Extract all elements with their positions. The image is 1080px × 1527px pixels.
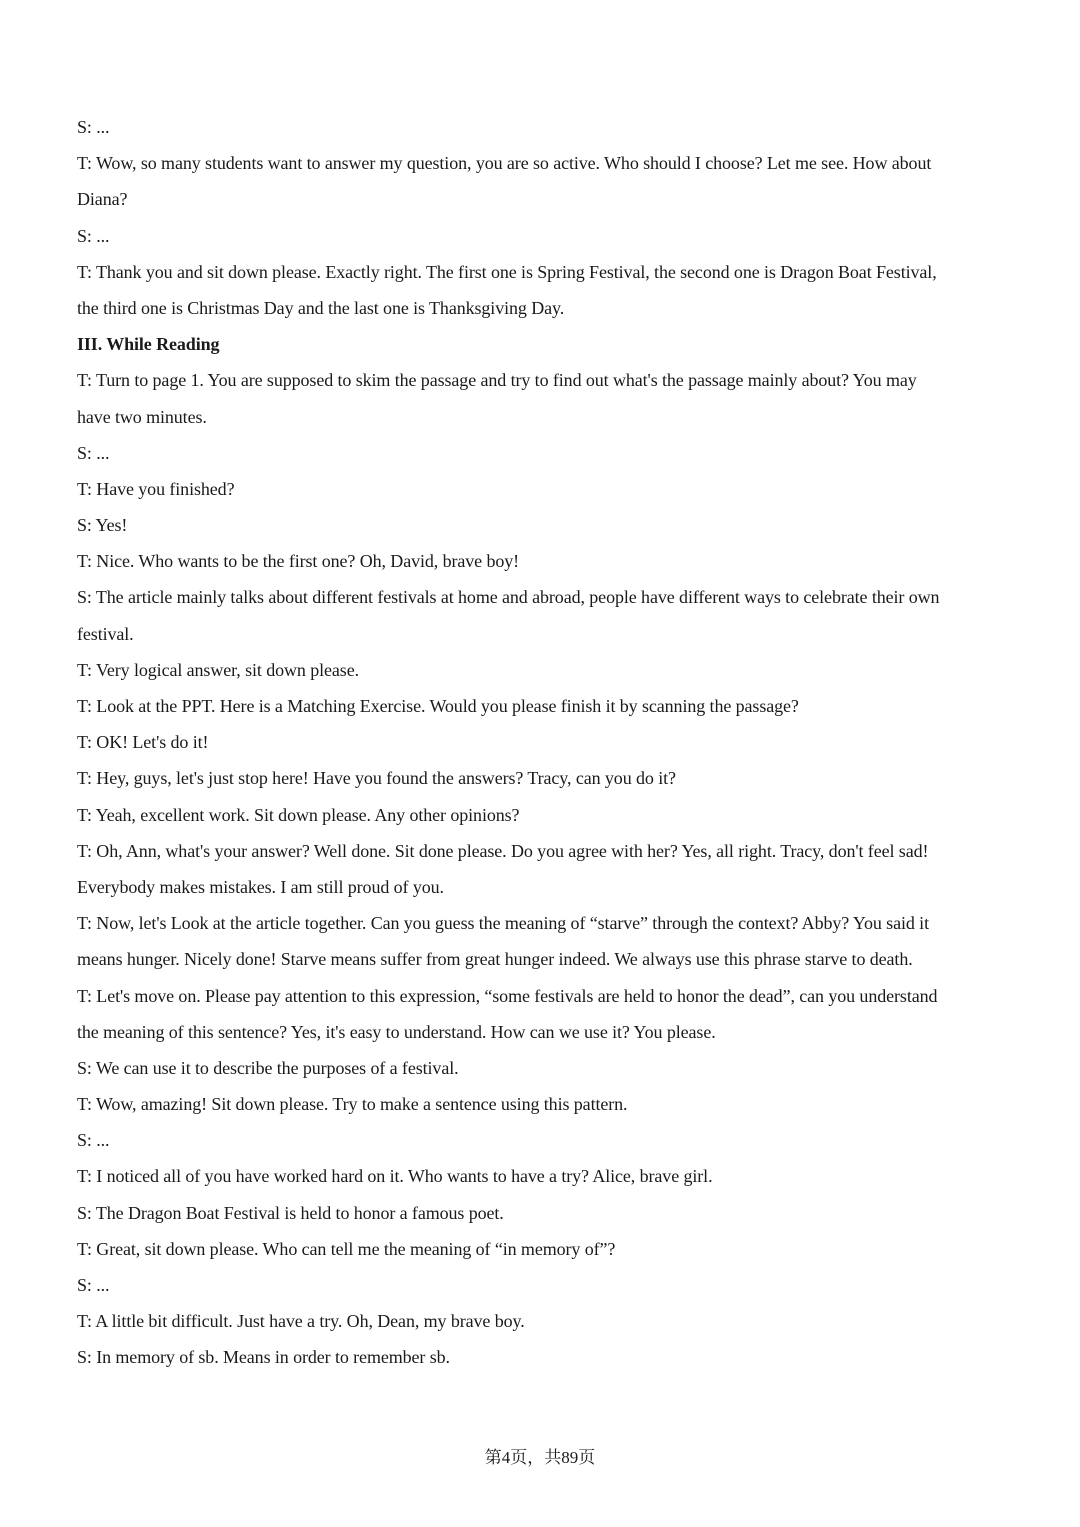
dialogue-line: festival. (77, 623, 134, 644)
dialogue-line: S: ... (77, 1130, 110, 1151)
dialogue-line: T: Have you finished? (77, 478, 235, 499)
dialogue-line: T: Look at the PPT. Here is a Matching Exercise. Would you please finish it by scanning the passage? (77, 696, 799, 716)
dialogue-line: T: A little bit difficult. Just have a try. Oh, Dean, my brave boy. (77, 1311, 525, 1332)
dialogue-line: T: Let's move on. Please pay attention to this expression, “some festivals are held to honor the dead”, can you understand (77, 985, 938, 1006)
dialogue-line: S: We can use it to describe the purposes of a festival. (77, 1057, 459, 1078)
dialogue-line: T: Very logical answer, sit down please. (77, 659, 359, 680)
dialogue-line: T: Now, let's Look at the article together. Can you guess the meaning of “starve” through the context? Abby? You said it (77, 913, 929, 934)
dialogue-line: the third one is Christmas Day and the last one is Thanksgiving Day. (77, 297, 565, 318)
dialogue-line: Everybody makes mistakes. I am still proud of you. (77, 876, 444, 897)
dialogue-line: T: Turn to page 1. You are supposed to skim the passage and try to find out what's the passage mainly about? You may (77, 370, 917, 391)
dialogue-line: the meaning of this sentence? Yes, it's easy to understand. How can we use it? You please. (77, 1021, 716, 1042)
dialogue-line: S: ... (77, 117, 110, 137)
dialogue-line: S: ... (77, 442, 110, 463)
dialogue-line: S: The article mainly talks about different festivals at home and abroad, people have different ways to celebrate their own (77, 587, 940, 608)
page-number-footer: 第4页，共89页 (484, 1448, 596, 1467)
dialogue-line: T: I noticed all of you have worked hard on it. Who wants to have a try? Alice, brave girl. (77, 1166, 713, 1187)
section-heading: III. While Reading (77, 334, 220, 355)
dialogue-line: T: Great, sit down please. Who can tell me the meaning of “in memory of”? (77, 1238, 616, 1259)
dialogue-line: T: Oh, Ann, what's your answer? Well done. Sit done please. Do you agree with her? Yes, all right. Tracy, don't feel sad! (77, 840, 929, 861)
dialogue-line: S: ... (77, 225, 110, 246)
dialogue-line: S: In memory of sb. Means in order to remember sb. (77, 1347, 450, 1368)
dialogue-line: means hunger. Nicely done! Starve means suffer from great hunger indeed. We always use this phrase starve to death. (77, 949, 913, 970)
dialogue-line: T: OK! Let's do it! (77, 732, 209, 753)
dialogue-line: S: The Dragon Boat Festival is held to honor a famous poet. (77, 1202, 504, 1223)
dialogue-line: T: Nice. Who wants to be the first one? Oh, David, brave boy! (77, 551, 520, 572)
dialogue-line: T: Thank you and sit down please. Exactly right. The first one is Spring Festival, the second one is Dragon Boat Festival, (77, 261, 937, 282)
dialogue-line: S: Yes! (77, 515, 128, 536)
dialogue-line: T: Hey, guys, let's just stop here! Have you found the answers? Tracy, can you do it? (77, 768, 676, 789)
document-body (77, 109, 1017, 1376)
dialogue-line: T: Wow, amazing! Sit down please. Try to make a sentence using this pattern. (77, 1094, 628, 1115)
dialogue-line: T: Wow, so many students want to answer my question, you are so active. Who should I choose? Let me see. How about (77, 153, 932, 174)
dialogue-line: Diana? (77, 189, 128, 210)
dialogue-line: S: ... (77, 1275, 110, 1295)
dialogue-line: T: Yeah, excellent work. Sit down please. Any other opinions? (77, 804, 520, 825)
dialogue-line: have two minutes. (77, 406, 207, 427)
